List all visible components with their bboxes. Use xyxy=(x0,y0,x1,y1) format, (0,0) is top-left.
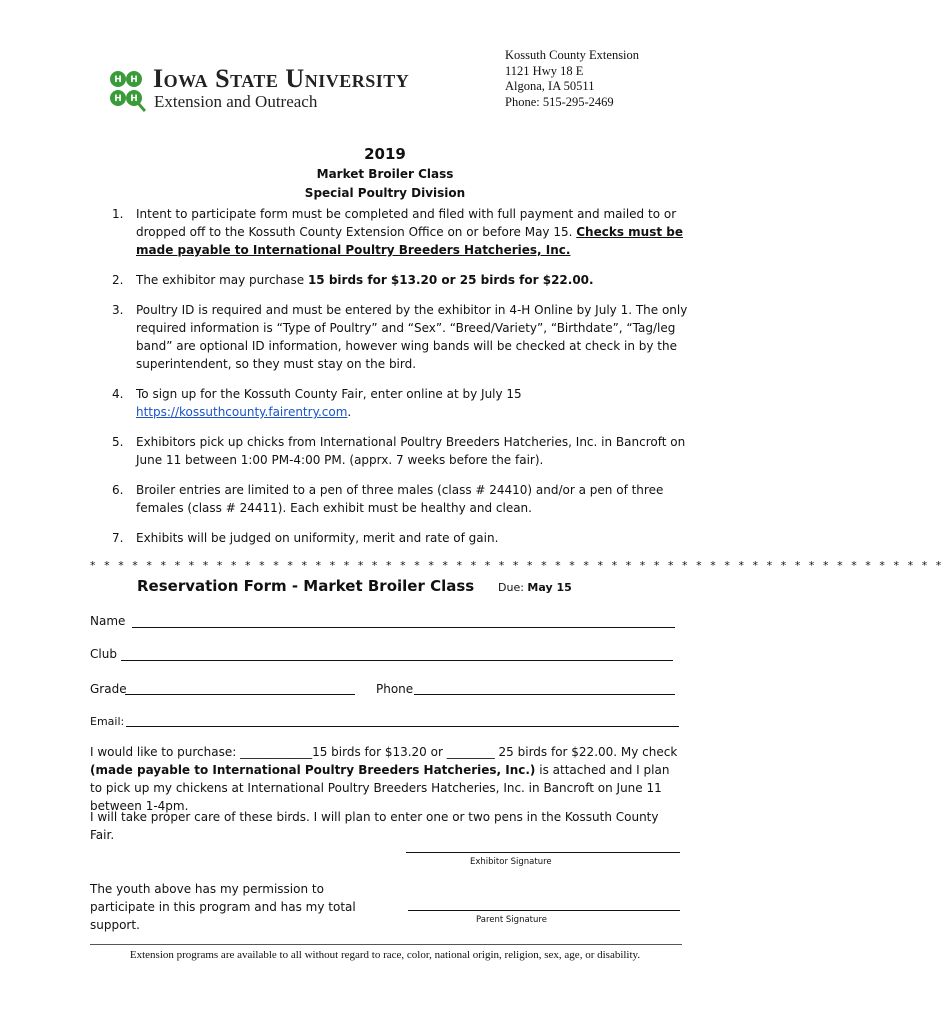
email-field[interactable] xyxy=(126,726,679,727)
parent-signature-line[interactable] xyxy=(408,910,680,911)
list-item: 7. Exhibits will be judged on uniformity, merit and rate of gain. xyxy=(112,531,499,545)
address-line-1: 1121 Hwy 18 E xyxy=(505,63,584,78)
club-field[interactable] xyxy=(121,660,673,661)
email-label: Email: xyxy=(90,715,125,728)
name-field[interactable] xyxy=(132,627,675,628)
check-payable-note: Checks must be made payable to International Poultry Breeders Hatcheries, Inc. xyxy=(136,225,683,257)
grade-field[interactable] xyxy=(125,694,355,695)
address-line-2: Algona, IA 50511 xyxy=(505,79,595,93)
logo-title: Iowa State University xyxy=(153,64,410,93)
price-note: 15 birds for $13.20 or 25 birds for $22.00. xyxy=(307,273,594,287)
purchase-statement: I would like to purchase: ____________15 birds for $13.20 or ________ 25 birds for $22.00. My check (made payable to International Poultry Breeders Hatcheries, Inc.) is attached and I plan to pick up my chickens at International Poultry Breeders Hatcheries, Inc. in Bancroft on June 11 between 1-4pm. xyxy=(90,745,678,813)
svg-text:H: H xyxy=(130,94,138,104)
list-item: 2. The exhibitor may purchase 15 birds for $13.20 or 25 birds for $22.00. xyxy=(112,273,594,287)
name-label: Name xyxy=(90,614,126,628)
list-item: 4. To sign up for the Kossuth County Fair, enter online at by July 15 https://kossuthcounty.fairentry.com. xyxy=(112,387,522,419)
svg-text:H: H xyxy=(114,94,122,104)
due-date: Due: May 15 xyxy=(498,581,572,594)
list-item: 5. Exhibitors pick up chicks from International Poultry Breeders Hatcheries, Inc. in Bancroft on June 11 between 1:00 PM-4:00 PM. (apprx. 7 weeks before the fair). xyxy=(112,435,686,467)
svg-text:H: H xyxy=(114,75,122,85)
exhibitor-signature-label: Exhibitor Signature xyxy=(470,857,552,867)
parent-signature-label: Parent Signature xyxy=(476,915,547,925)
logo-subtitle: Extension and Outreach xyxy=(154,92,318,111)
club-label: Club xyxy=(90,647,117,661)
star-separator: * * * * * * * * * * * * * * * * * * * * * * * * * * * * * * * * * * * * * * * * * * * * * * * * * * * * * * * * * * * * * xyxy=(90,559,944,572)
division-heading: Special Poultry Division xyxy=(304,186,466,200)
year-heading: 2019 xyxy=(364,145,406,163)
footer-divider xyxy=(90,944,682,945)
rules-list xyxy=(112,205,692,559)
list-item: 3. Poultry ID is required and must be entered by the exhibitor in 4-H Online by July 1. The only required information is “Type of Poultry” and “Sex”. “Breed/Variety”, “Birthdate”, “Tag/leg band” are optional ID information, however wing bands will be checked at check in by the superintendent, so they must stay on the bird. xyxy=(112,303,688,371)
class-heading: Market Broiler Class xyxy=(316,167,454,181)
address-block xyxy=(505,48,639,110)
care-statement: I will take proper care of these birds. I will plan to enter one or two pens in the Kossuth County Fair. xyxy=(90,810,659,842)
parent-permission: The youth above has my permission to participate in this program and has my total support. xyxy=(90,882,356,932)
grade-label: Grade xyxy=(90,682,127,696)
phone-label: Phone xyxy=(376,682,414,696)
footer-disclaimer: Extension programs are available to all without regard to race, color, national origin, religion, sex, age, or disability. xyxy=(129,949,641,961)
office-phone: Phone: 515-295-2469 xyxy=(505,94,614,109)
fairentry-link[interactable]: https://kossuthcounty.fairentry.com xyxy=(136,405,348,419)
exhibitor-signature-line[interactable] xyxy=(406,852,680,853)
phone-field[interactable] xyxy=(414,694,675,695)
form-title: Reservation Form - Market Broiler Class xyxy=(137,577,475,595)
office-name: Kossuth County Extension xyxy=(505,48,640,62)
list-item: 1. Intent to participate form must be completed and filed with full payment and mailed to or dropped off to the Kossuth County Extension Office on or before May 15. Checks must be made payable to International Poultry Breeders Hatcheries, Inc. xyxy=(112,207,683,257)
clover-logo-icon xyxy=(104,68,148,112)
svg-text:H: H xyxy=(130,75,138,85)
list-item: 6. Broiler entries are limited to a pen of three males (class # 24410) and/or a pen of three females (class # 24411). Each exhibit must be healthy and clean. xyxy=(112,483,664,515)
